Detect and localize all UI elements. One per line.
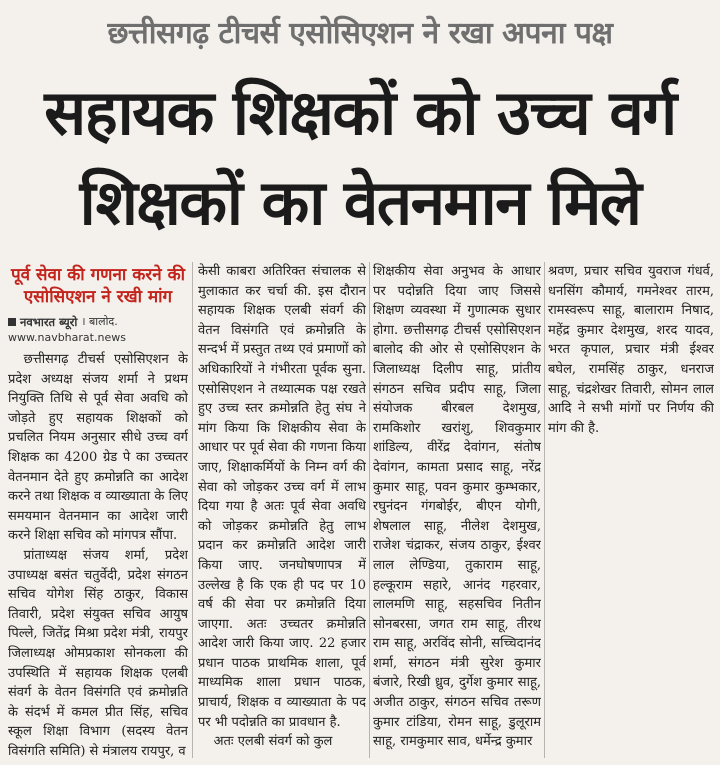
article-subhead: पूर्व सेवा की गणना करने की एसोसिएशन ने रखी मांग <box>10 265 186 307</box>
headline-line-1: सहायक शिक्षकों को उच्च वर्ग <box>44 76 676 149</box>
byline-source: नवभारत ब्यूरो <box>20 315 78 329</box>
article-body-part-3 <box>373 262 541 752</box>
article-column-2 <box>198 262 366 762</box>
headline-line-2: शिक्षकों का वेतनमान मिले <box>79 166 641 239</box>
article-body-part-1 <box>8 350 188 761</box>
column-divider <box>369 262 370 758</box>
article-column-4 <box>548 262 714 762</box>
article-body-part-2 <box>198 262 366 752</box>
bullet-icon <box>8 318 16 326</box>
article-paragraph: शिक्षकीय सेवा अनुभव के आधार पर पदोन्नति दिया जाए जिससे शिक्षण व्यवस्था में गुणात्मक सुधार होगा. छत्तीसगढ़ टीचर्स एसोसिएशन बालोद की ओर से एसोसिएशन के जिलाध्यक्ष दिलीप साहू, प्रांतीय संगठन सचिव प्रदीप साहू, जिला संयोजक बीरबल देशमुख, रामकिशोर खरांशु, शिवकुमार शांडिल्य, वीरेंद्र देवांगन, संतोष देवांगन, कामता प्रसाद साहू, नरेंद्र कुमार साहू, पवन कुमार कुम्भकार, रघुनंदन गंगबोईर, बीएन योगी, शेषलाल साहू, नीलेश देशमुख, राजेश चंद्राकर, संजय ठाकुर, ईश्वर लाल लेण्डिया, तुकाराम साहू, हल्कूराम सहारे, आनंद गहरवार, लालमणि साहू, सहसचिव नितीन सोनबरसा, जगत राम साहू, तीरथ राम साहू, अरविंद सोनी, सच्चिदानंद शर्मा, संगठन मंत्री सुरेश कुमार बंजारे, रिखी ध्रुव, दुर्गेश कुमार साहू, अजीत ठाकुर, संगठन सचिव तरूण कुमार टांडिया, रोमन साहू, डुलूराम साहू, रामकुमार साव, धर्मेन्द्र कुमार <box>373 264 541 750</box>
article-paragraph: छत्तीसगढ़ टीचर्स एसोसिएशन के प्रदेश अध्यक्ष संजय शर्मा ने प्रथम नियुक्ति तिथि से पूर्व सेवा अवधि को जोड़ते हुए सहायक शिक्षकों को प्रचलित नियम अनुसार सीधे उच्च वर्ग शिक्षक का 4200 ग्रेड पे का उच्चतर वेतनमान देते हुए क्रमोन्नति का आदेश करने तथा शिक्षक व व्याख्याता के लिए समयमान वेतनमान का आदेश जारी करने शिक्षा सचिव को मांगपत्र सौंपा. <box>8 352 188 544</box>
byline <box>8 314 188 330</box>
article-column-3 <box>373 262 541 762</box>
article-body-part-4 <box>548 262 714 438</box>
article-headline <box>10 68 710 248</box>
article-paragraph: केसी काबरा अतिरिक्त संचालक से मुलाकात कर चर्चा की. इस दौरान सहायक शिक्षक एलबी संवर्ग की वेतन विसंगति एवं क्रमोन्नति के सन्दर्भ में प्रस्तुत तथ्य एवं प्रमाणों को अधिकारियों ने गंभीरता पूर्वक सुना. एसोसिएशन ने तथ्यात्मक पक्ष रखते हुए उच्च स्तर क्रमोन्नति हेतु संघ ने मांग किया कि शिक्षकीय सेवा के आधार पर पूर्व सेवा की गणना किया जाए, शिक्षाकर्मियों के निम्न वर्ग की सेवा को जोड़कर उच्च वर्ग में लाभ दिया गया है अतः पूर्व सेवा अवधि को जोड़कर क्रमोन्नति हेतु लाभ प्रदान कर क्रमोन्नति आदेश जारी किया जाए. जनघोषणापत्र में उल्लेख है कि एक ही पद पर 10 वर्ष की सेवा पर क्रमोन्नति दिया जाएगा. अतः उच्चतर क्रमोन्नति आदेश जारी किया जाए. 22 हजार प्रधान पाठक प्राथमिक शाला, पूर्व माध्यमिक शाला प्रधान पाठक, प्राचार्य, शिक्षक व व्याख्याता के पद पर भी पदोन्नति का प्रावधान है. <box>198 264 366 730</box>
article-column-1 <box>8 262 188 762</box>
article-kicker: छत्तीसगढ़ टीचर्स एसोसिएशन ने रखा अपना पक्ष <box>107 16 613 51</box>
column-divider <box>192 262 193 758</box>
byline-place: । बालोद. <box>81 315 118 328</box>
article-paragraph: श्रवण, प्रचार सचिव युवराज गंधर्व, धनसिंग कौमार्य, गमनेश्वर तारम, रामस्वरूप साहू, बालाराम निषाद, महेंद्र कुमार देशमुख, शरद यादव, भरत कृपाल, प्रचार मंत्री ईश्वर बघेल, रामसिंह ठाकुर, धनराज साहू, चंद्रशेखर तिवारी, सोमन लाल आदि ने सभी मांगों पर निर्णय की मांग की है. <box>548 264 714 436</box>
article-paragraph: अतः एलबी संवर्ग को कुल <box>213 734 333 750</box>
article-paragraph: प्रांताध्यक्ष संजय शर्मा, प्रदेश उपाध्यक्ष बसंत चतुर्वेदी, प्रदेश संगठन सचिव योगेश सिंह ठाकुर, विकास तिवारी, प्रदेश संयुक्त सचिव आयुष पिल्ले, जितेंद्र मिश्रा प्रदेश मंत्री, रायपुर जिलाध्यक्ष ओमप्रकाश सोनकला की उपस्थिति में सहायक शिक्षक एलबी संवर्ग के वेतन विसंगति एवं क्रमोन्नति के संदर्भ में कमल प्रीत सिंह, सचिव स्कूल शिक्षा विभाग (सदस्य वेतन विसंगति समिति) से मंत्रालय रायपुर, व <box>8 547 188 759</box>
website-link[interactable]: www.navbharat.news <box>8 331 126 344</box>
column-divider <box>544 262 545 758</box>
